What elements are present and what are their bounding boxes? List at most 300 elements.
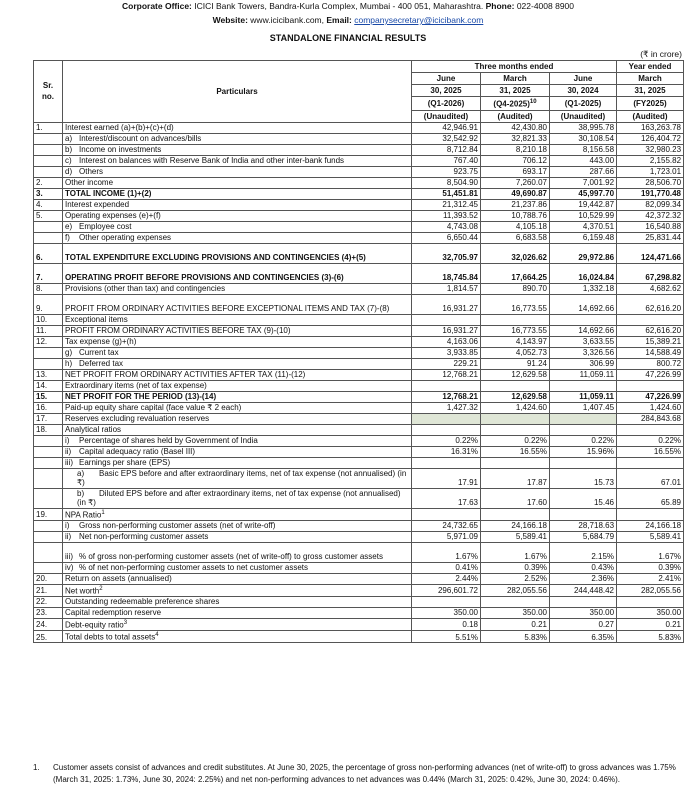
row-value-col4 bbox=[617, 314, 684, 325]
row-value-col2: 7,260.07 bbox=[481, 177, 550, 188]
row-value-col4 bbox=[617, 508, 684, 520]
row-value-col3: 1,332.18 bbox=[550, 283, 617, 294]
row-value-col2: 17.87 bbox=[481, 468, 550, 488]
row-value-col1: 350.00 bbox=[412, 607, 481, 618]
row-value-col1: 51,451.81 bbox=[412, 188, 481, 199]
row-value-col1: 18,745.84 bbox=[412, 263, 481, 283]
row-value-col3 bbox=[550, 508, 617, 520]
table-row bbox=[34, 573, 684, 584]
row-sr bbox=[34, 133, 63, 144]
table-row bbox=[34, 391, 684, 402]
row-value-col3 bbox=[550, 457, 617, 468]
row-particulars bbox=[63, 188, 412, 199]
row-value-col4: 800.72 bbox=[617, 358, 684, 369]
row-sr: 25. bbox=[34, 630, 63, 642]
row-value-col2: 0.39% bbox=[481, 562, 550, 573]
row-value-col2: 32,026.62 bbox=[481, 243, 550, 263]
row-value-col1: 0.22% bbox=[412, 435, 481, 446]
row-value-col4: 0.22% bbox=[617, 435, 684, 446]
row-particulars bbox=[63, 294, 412, 314]
row-particulars: a) Basic EPS before and after extraordinary items, net of tax expense (not annualised) (in ₹) bbox=[63, 468, 412, 488]
row-value-col2: 49,690.87 bbox=[481, 188, 550, 199]
row-value-col3: 10,529.99 bbox=[550, 210, 617, 221]
col-c1-l3: (Q1-2026) bbox=[412, 97, 481, 111]
row-label: Capital redemption reserve bbox=[65, 608, 162, 618]
row-label: Total debts to total assets bbox=[65, 632, 156, 642]
row-particulars bbox=[63, 424, 412, 435]
row-value-col4: 350.00 bbox=[617, 607, 684, 618]
row-particulars bbox=[63, 122, 412, 133]
col-c1-l4: (Unaudited) bbox=[412, 110, 481, 122]
row-value-col4 bbox=[617, 596, 684, 607]
row-label: % of net non-performing customer assets to net customer assets bbox=[79, 563, 308, 573]
table-row bbox=[34, 413, 684, 424]
row-particulars: ii) Capital adequacy ratio (Basel III) bbox=[63, 446, 412, 457]
row-sr bbox=[34, 232, 63, 243]
row-particulars bbox=[63, 413, 412, 424]
col-header-year-ended: Year ended bbox=[617, 61, 684, 73]
row-sr bbox=[34, 542, 63, 562]
row-value-col2 bbox=[481, 596, 550, 607]
row-value-col1: 1,814.57 bbox=[412, 283, 481, 294]
row-label: Percentage of shares held by Government of India bbox=[79, 436, 258, 446]
col-c4-l1: March bbox=[617, 73, 684, 85]
row-particulars: iii) % of gross non-performing customer assets (net of write-off) to gross customer assets bbox=[63, 542, 412, 562]
row-sr bbox=[34, 347, 63, 358]
row-value-col3: 287.66 bbox=[550, 166, 617, 177]
row-value-col1: 8,504.90 bbox=[412, 177, 481, 188]
row-value-col3 bbox=[550, 314, 617, 325]
row-value-col3: 11,059.11 bbox=[550, 391, 617, 402]
table-row bbox=[34, 122, 684, 133]
row-value-col4: 47,226.99 bbox=[617, 369, 684, 380]
row-value-col4: 2.41% bbox=[617, 573, 684, 584]
row-particulars bbox=[63, 263, 412, 283]
row-label: Analytical ratios bbox=[65, 425, 122, 435]
row-sr: 20. bbox=[34, 573, 63, 584]
row-value-col1: 923.75 bbox=[412, 166, 481, 177]
row-value-col2: 42,430.80 bbox=[481, 122, 550, 133]
row-particulars bbox=[63, 210, 412, 221]
row-value-col4: 126,404.72 bbox=[617, 133, 684, 144]
row-value-col1: 5,971.09 bbox=[412, 531, 481, 542]
row-sr: 7. bbox=[34, 263, 63, 283]
table-row bbox=[34, 336, 684, 347]
row-particulars: e) Employee cost bbox=[63, 221, 412, 232]
row-value-col4: 284,843.68 bbox=[617, 413, 684, 424]
results-body bbox=[34, 122, 684, 642]
table-row bbox=[34, 596, 684, 607]
row-label: Others bbox=[79, 167, 104, 177]
row-label: Exceptional items bbox=[65, 315, 128, 325]
row-value-col2: 693.17 bbox=[481, 166, 550, 177]
row-value-col4: 282,055.56 bbox=[617, 584, 684, 596]
row-particulars bbox=[63, 283, 412, 294]
col-c3-l4: (Unaudited) bbox=[550, 110, 617, 122]
website-text: www.icicibank.com, bbox=[250, 15, 324, 25]
table-row bbox=[34, 520, 684, 531]
row-value-col4: 24,166.18 bbox=[617, 520, 684, 531]
row-label: Gross non-performing customer assets (net of write-off) bbox=[79, 521, 276, 531]
row-value-col1: 6,650.44 bbox=[412, 232, 481, 243]
row-value-col1: 2.44% bbox=[412, 573, 481, 584]
table-row bbox=[34, 133, 684, 144]
row-value-col1: 3,933.85 bbox=[412, 347, 481, 358]
footnote-number: 1. bbox=[33, 763, 40, 772]
row-value-col1: 229.21 bbox=[412, 358, 481, 369]
row-value-col3: 19,442.87 bbox=[550, 199, 617, 210]
row-value-col2: 4,143.97 bbox=[481, 336, 550, 347]
row-value-col1: 1,427.32 bbox=[412, 402, 481, 413]
row-sr: 14. bbox=[34, 380, 63, 391]
row-value-col1 bbox=[412, 596, 481, 607]
row-value-col2 bbox=[481, 413, 550, 424]
col-c4-l2: 31, 2025 bbox=[617, 85, 684, 97]
row-particulars: b) Income on investments bbox=[63, 144, 412, 155]
row-value-col4: 4,682.62 bbox=[617, 283, 684, 294]
row-particulars bbox=[63, 314, 412, 325]
row-sr bbox=[34, 488, 63, 508]
row-sr bbox=[34, 468, 63, 488]
row-label: Employee cost bbox=[79, 222, 132, 232]
row-value-col1: 4,743.08 bbox=[412, 221, 481, 232]
table-row bbox=[34, 155, 684, 166]
row-particulars: g) Current tax bbox=[63, 347, 412, 358]
row-value-col2: 6,683.58 bbox=[481, 232, 550, 243]
row-value-col3: 15.73 bbox=[550, 468, 617, 488]
row-label: Net non-performing customer assets bbox=[79, 532, 209, 542]
row-label: Outstanding redeemable preference shares bbox=[65, 597, 220, 607]
row-value-col2: 32,821.33 bbox=[481, 133, 550, 144]
row-value-col2: 16.55% bbox=[481, 446, 550, 457]
table-row bbox=[34, 283, 684, 294]
row-value-col4: 65.89 bbox=[617, 488, 684, 508]
table-row bbox=[34, 468, 684, 488]
row-label: NET PROFIT FOR THE PERIOD (13)-(14) bbox=[65, 392, 217, 402]
table-row bbox=[34, 199, 684, 210]
row-particulars bbox=[63, 573, 412, 584]
row-sr: 9. bbox=[34, 294, 63, 314]
row-value-col3: 11,059.11 bbox=[550, 369, 617, 380]
table-row bbox=[34, 402, 684, 413]
row-sr bbox=[34, 457, 63, 468]
row-value-col3 bbox=[550, 380, 617, 391]
col-c3-l3: (Q1-2025) bbox=[550, 97, 617, 111]
row-sr: 18. bbox=[34, 424, 63, 435]
row-label: Interest/discount on advances/bills bbox=[79, 134, 202, 144]
table-row bbox=[34, 562, 684, 573]
table-row bbox=[34, 325, 684, 336]
row-value-col2: 1.67% bbox=[481, 542, 550, 562]
row-value-col4: 0.39% bbox=[617, 562, 684, 573]
table-row bbox=[34, 380, 684, 391]
row-label: OPERATING PROFIT BEFORE PROVISIONS AND CONTINGENCIES (3)-(6) bbox=[65, 273, 344, 283]
row-value-col2: 4,052.73 bbox=[481, 347, 550, 358]
row-sr bbox=[34, 155, 63, 166]
row-sr: 4. bbox=[34, 199, 63, 210]
row-value-col3: 28,718.63 bbox=[550, 520, 617, 531]
row-sr: 6. bbox=[34, 243, 63, 263]
row-sr bbox=[34, 446, 63, 457]
col-c2-l1: March bbox=[481, 73, 550, 85]
row-value-col4 bbox=[617, 380, 684, 391]
row-sr bbox=[34, 358, 63, 369]
row-particulars bbox=[63, 199, 412, 210]
row-value-col1 bbox=[412, 413, 481, 424]
row-value-col3: 1,407.45 bbox=[550, 402, 617, 413]
row-value-col1: 11,393.52 bbox=[412, 210, 481, 221]
row-label: NPA Ratio bbox=[65, 510, 102, 520]
row-value-col3: 45,997.70 bbox=[550, 188, 617, 199]
row-value-col3: 14,692.66 bbox=[550, 294, 617, 314]
row-value-col4: 163,263.78 bbox=[617, 122, 684, 133]
row-label: PROFIT FROM ORDINARY ACTIVITIES BEFORE EXCEPTIONAL ITEMS AND TAX (7)-(8) bbox=[65, 304, 390, 314]
row-value-col2: 282,055.56 bbox=[481, 584, 550, 596]
row-value-col1: 12,768.21 bbox=[412, 391, 481, 402]
row-value-col1: 32,705.97 bbox=[412, 243, 481, 263]
row-sr: 17. bbox=[34, 413, 63, 424]
row-sr: 12. bbox=[34, 336, 63, 347]
row-value-col2: 17,664.25 bbox=[481, 263, 550, 283]
table-row bbox=[34, 446, 684, 457]
row-label: Debt-equity ratio bbox=[65, 620, 124, 630]
row-value-col3: 5,684.79 bbox=[550, 531, 617, 542]
row-sr bbox=[34, 221, 63, 232]
row-value-col1: 42,946.91 bbox=[412, 122, 481, 133]
row-value-col3: 2.15% bbox=[550, 542, 617, 562]
row-value-col1: 12,768.21 bbox=[412, 369, 481, 380]
row-label: Paid-up equity share capital (face value ₹ 2 each) bbox=[65, 403, 242, 413]
table-row bbox=[34, 188, 684, 199]
table-row bbox=[34, 263, 684, 283]
row-value-col3: 16,024.84 bbox=[550, 263, 617, 283]
table-row bbox=[34, 232, 684, 243]
row-value-col2 bbox=[481, 314, 550, 325]
row-value-col4: 14,588.49 bbox=[617, 347, 684, 358]
row-particulars: a) Interest/discount on advances/bills bbox=[63, 133, 412, 144]
row-label: Earnings per share (EPS) bbox=[79, 458, 171, 468]
table-row bbox=[34, 630, 684, 642]
row-value-col2: 350.00 bbox=[481, 607, 550, 618]
table-row bbox=[34, 607, 684, 618]
row-value-col2: 21,237.86 bbox=[481, 199, 550, 210]
table-row bbox=[34, 314, 684, 325]
email-link[interactable]: companysecretary@icicibank.com bbox=[354, 15, 484, 25]
row-particulars bbox=[63, 607, 412, 618]
row-particulars: Net worth$^2$ bbox=[63, 584, 412, 596]
col-c4-l4: (Audited) bbox=[617, 110, 684, 122]
row-value-col2: 0.22% bbox=[481, 435, 550, 446]
row-value-col3: 3,326.56 bbox=[550, 347, 617, 358]
row-value-col1: 0.18 bbox=[412, 618, 481, 630]
row-value-col1: 16,931.27 bbox=[412, 294, 481, 314]
table-row bbox=[34, 508, 684, 520]
row-value-col2 bbox=[481, 457, 550, 468]
row-particulars bbox=[63, 336, 412, 347]
row-value-col3: 8,156.58 bbox=[550, 144, 617, 155]
row-value-col3: 38,995.78 bbox=[550, 122, 617, 133]
page-title: STANDALONE FINANCIAL RESULTS bbox=[269, 33, 427, 43]
row-particulars: h) Deferred tax bbox=[63, 358, 412, 369]
row-sr: 13. bbox=[34, 369, 63, 380]
row-particulars: i) Percentage of shares held by Government of India bbox=[63, 435, 412, 446]
row-sr: 24. bbox=[34, 618, 63, 630]
table-row bbox=[34, 618, 684, 630]
table-row bbox=[34, 221, 684, 232]
row-sr: 23. bbox=[34, 607, 63, 618]
row-particulars: f) Other operating expenses bbox=[63, 232, 412, 243]
row-label: Income on investments bbox=[79, 145, 162, 155]
row-sr: 19. bbox=[34, 508, 63, 520]
row-value-col2: 91.24 bbox=[481, 358, 550, 369]
unit-note: (₹ in crore) bbox=[640, 49, 682, 59]
row-particulars: NPA Ratio$^1$ bbox=[63, 508, 412, 520]
row-value-col2: 0.21 bbox=[481, 618, 550, 630]
row-particulars: iv) % of net non-performing customer assets to net customer assets bbox=[63, 562, 412, 573]
table-row bbox=[34, 584, 684, 596]
col-header-sr: Sr. no. bbox=[34, 61, 63, 123]
row-sr bbox=[34, 166, 63, 177]
col-c3-l1: June bbox=[550, 73, 617, 85]
row-value-col3: 350.00 bbox=[550, 607, 617, 618]
row-value-col1 bbox=[412, 314, 481, 325]
corporate-office-line: Corporate Office: ICICI Bank Towers, Bandra-Kurla Complex, Mumbai - 400 051, Maharashtra. Phone: 022-4008 8900 bbox=[121, 1, 575, 11]
col-c3-l2: 30, 2024 bbox=[550, 85, 617, 97]
row-value-col1: 32,542.92 bbox=[412, 133, 481, 144]
row-value-col2: 12,629.58 bbox=[481, 391, 550, 402]
row-value-col2 bbox=[481, 380, 550, 391]
row-value-col4: 15,389.21 bbox=[617, 336, 684, 347]
row-value-col4: 62,616.20 bbox=[617, 325, 684, 336]
row-value-col1: 16,931.27 bbox=[412, 325, 481, 336]
row-value-col4: 25,831.44 bbox=[617, 232, 684, 243]
table-row bbox=[34, 457, 684, 468]
row-value-col4: 16,540.88 bbox=[617, 221, 684, 232]
row-value-col1 bbox=[412, 380, 481, 391]
row-particulars bbox=[63, 243, 412, 263]
row-particulars: i) Gross non-performing customer assets (net of write-off) bbox=[63, 520, 412, 531]
row-label: TOTAL EXPENDITURE EXCLUDING PROVISIONS AND CONTINGENCIES (4)+(5) bbox=[65, 253, 366, 263]
col-c2-l2: 31, 2025 bbox=[481, 85, 550, 97]
row-value-col4 bbox=[617, 457, 684, 468]
row-value-col2: 16,773.55 bbox=[481, 325, 550, 336]
row-particulars: d) Others bbox=[63, 166, 412, 177]
row-value-col4: 28,506.70 bbox=[617, 177, 684, 188]
row-value-col4: 1,723.01 bbox=[617, 166, 684, 177]
row-label: Net worth bbox=[65, 586, 100, 596]
row-particulars bbox=[63, 380, 412, 391]
row-value-col3: 0.43% bbox=[550, 562, 617, 573]
table-row bbox=[34, 294, 684, 314]
row-sr: 3. bbox=[34, 188, 63, 199]
row-value-col4: 1.67% bbox=[617, 542, 684, 562]
row-sr: 2. bbox=[34, 177, 63, 188]
row-value-col4: 67.01 bbox=[617, 468, 684, 488]
row-sr bbox=[34, 144, 63, 155]
row-value-col4: 0.21 bbox=[617, 618, 684, 630]
website-line: Website: www.icicibank.com, Email: companysecretary@icicibank.com bbox=[212, 15, 484, 25]
row-value-col4: 32,980.23 bbox=[617, 144, 684, 155]
table-row bbox=[34, 435, 684, 446]
table-row bbox=[34, 488, 684, 508]
row-value-col2: 5.83% bbox=[481, 630, 550, 642]
table-row bbox=[34, 166, 684, 177]
table-row bbox=[34, 531, 684, 542]
row-value-col4: 2,155.82 bbox=[617, 155, 684, 166]
row-value-col1 bbox=[412, 424, 481, 435]
row-sr: 1. bbox=[34, 122, 63, 133]
table-row bbox=[34, 424, 684, 435]
row-label: Provisions (other than tax) and contingencies bbox=[65, 284, 226, 294]
row-sr: 16. bbox=[34, 402, 63, 413]
row-value-col1: 1.67% bbox=[412, 542, 481, 562]
col-header-three-months: Three months ended bbox=[412, 61, 617, 73]
row-value-col3: 2.36% bbox=[550, 573, 617, 584]
row-sr bbox=[34, 435, 63, 446]
row-value-col4: 1,424.60 bbox=[617, 402, 684, 413]
row-particulars: ii) Net non-performing customer assets bbox=[63, 531, 412, 542]
row-value-col3: 15.46 bbox=[550, 488, 617, 508]
col-c2-l4: (Audited) bbox=[481, 110, 550, 122]
row-label: TOTAL INCOME (1)+(2) bbox=[65, 189, 152, 199]
row-value-col4: 82,099.34 bbox=[617, 199, 684, 210]
financial-results-table bbox=[33, 60, 684, 643]
row-label: Tax expense (g)+(h) bbox=[65, 337, 137, 347]
row-value-col1: 17.91 bbox=[412, 468, 481, 488]
row-sr bbox=[34, 562, 63, 573]
row-value-col3: 6,159.48 bbox=[550, 232, 617, 243]
row-label: Operating expenses (e)+(f) bbox=[65, 211, 161, 221]
row-sr bbox=[34, 531, 63, 542]
row-value-col4: 67,298.82 bbox=[617, 263, 684, 283]
row-label: Reserves excluding revaluation reserves bbox=[65, 414, 210, 424]
row-value-col1: 767.40 bbox=[412, 155, 481, 166]
row-value-col3: 3,633.55 bbox=[550, 336, 617, 347]
row-particulars bbox=[63, 369, 412, 380]
table-row bbox=[34, 358, 684, 369]
row-value-col4: 191,770.48 bbox=[617, 188, 684, 199]
row-sr: 22. bbox=[34, 596, 63, 607]
row-value-col3 bbox=[550, 596, 617, 607]
row-label: Interest expended bbox=[65, 200, 130, 210]
row-value-col2: 16,773.55 bbox=[481, 294, 550, 314]
row-value-col4: 47,226.99 bbox=[617, 391, 684, 402]
row-value-col2: 890.70 bbox=[481, 283, 550, 294]
row-value-col3: 15.96% bbox=[550, 446, 617, 457]
row-sr: 8. bbox=[34, 283, 63, 294]
row-sr: 11. bbox=[34, 325, 63, 336]
row-value-col1 bbox=[412, 457, 481, 468]
table-row bbox=[34, 177, 684, 188]
row-sr: 15. bbox=[34, 391, 63, 402]
row-label: Current tax bbox=[79, 348, 119, 358]
row-value-col1: 16.31% bbox=[412, 446, 481, 457]
row-value-col3 bbox=[550, 413, 617, 424]
table-row bbox=[34, 369, 684, 380]
row-value-col1: 296,601.72 bbox=[412, 584, 481, 596]
row-particulars: Total debts to total assets$^4$ bbox=[63, 630, 412, 642]
row-value-col4: 124,471.66 bbox=[617, 243, 684, 263]
row-value-col2: 24,166.18 bbox=[481, 520, 550, 531]
row-value-col3: 443.00 bbox=[550, 155, 617, 166]
row-label: Basic EPS before and after extraordinary items, net of tax expense (not annualised) (in ₹) bbox=[77, 468, 407, 488]
col-c2-l3: $(Q4-2025)^{10}$ bbox=[481, 97, 550, 111]
row-value-col4 bbox=[617, 424, 684, 435]
row-particulars bbox=[63, 325, 412, 336]
row-value-col1: 24,732.65 bbox=[412, 520, 481, 531]
row-label: Interest earned (a)+(b)+(c)+(d) bbox=[65, 123, 174, 133]
row-label: % of gross non-performing customer assets (net of write-off) to gross customer assets bbox=[79, 552, 383, 562]
